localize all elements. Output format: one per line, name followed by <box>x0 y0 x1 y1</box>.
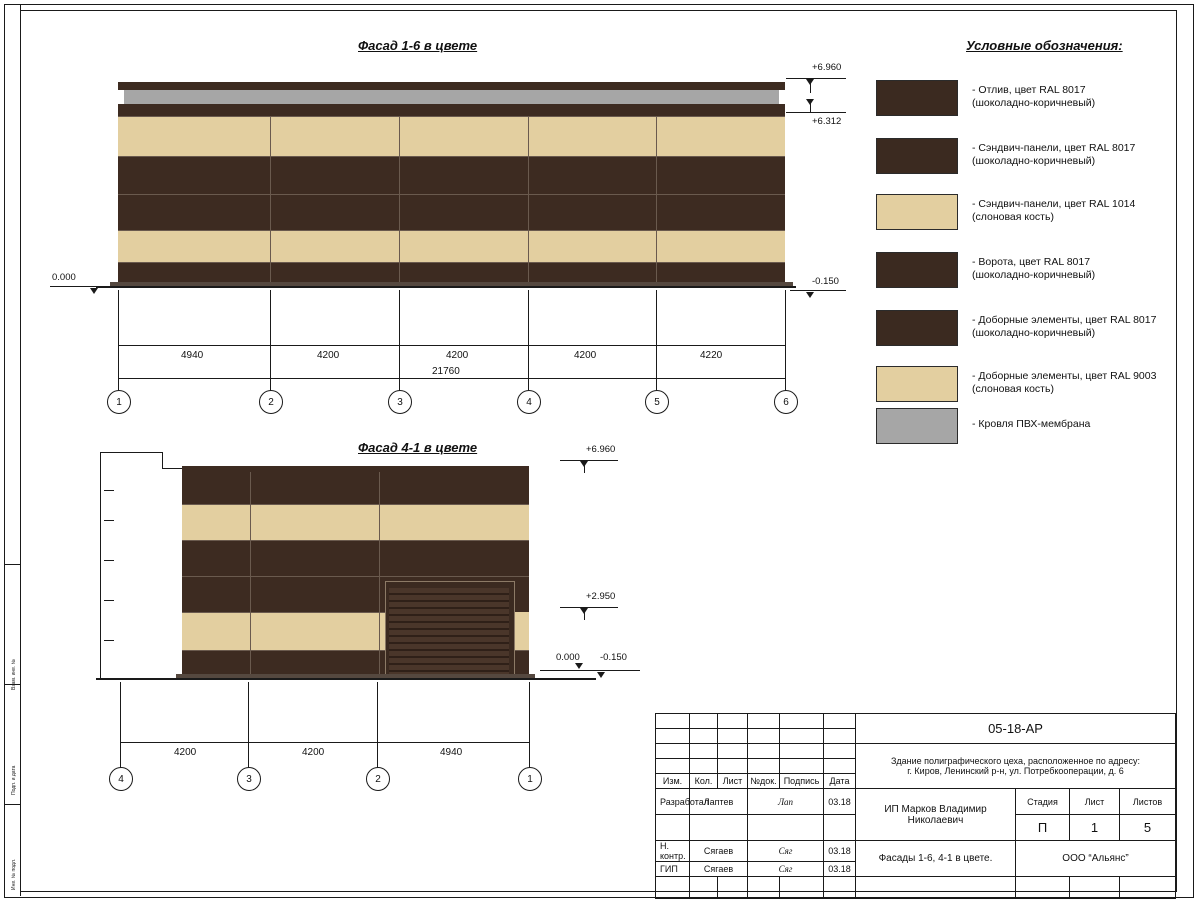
facade1-dim-total: 21760 <box>432 366 460 377</box>
legend-label-4 <box>972 314 1156 340</box>
stamp-object-line1: Здание полиграфического цеха, расположенное по адресу: <box>890 756 1141 766</box>
stamp-name-0: Лаптев <box>690 789 748 815</box>
legend-swatch-6 <box>876 408 958 444</box>
facade2-level-0000: 0.000 <box>556 652 580 663</box>
facade1-level-6312: +6.312 <box>812 116 842 127</box>
facade1-axis-1: 1 <box>107 390 131 414</box>
facade1-dim-4: 4200 <box>574 350 597 361</box>
legend-label-2-line2: (слоновая кость) <box>972 211 1054 223</box>
facade1-dim-3: 4200 <box>446 350 469 361</box>
legend-swatch-5 <box>876 366 958 402</box>
facade2-plinth <box>176 674 535 678</box>
facade2-level-0150: -0.150 <box>600 652 627 663</box>
facade1-level-0000: 0.000 <box>52 272 76 283</box>
facade1-level-0150: -0.150 <box>812 276 839 287</box>
side-label-1: Взам. инв. № <box>11 659 17 690</box>
facade2-dim-1: 4200 <box>174 747 197 758</box>
facade2-title: Фасад 4-1 в цвете <box>358 440 478 455</box>
facade1-plinth <box>110 282 793 286</box>
stamp-sign-1: Сяг <box>748 841 824 862</box>
legend-label-6 <box>972 418 1090 431</box>
stamp-name-2: Сягаев <box>690 862 748 877</box>
facade1-axis-6: 6 <box>774 390 798 414</box>
facade1-axis-4: 4 <box>517 390 541 414</box>
stamp-hdr-data: Дата <box>824 774 856 789</box>
legend-label-5 <box>972 370 1156 396</box>
stamp-sheet-title: Фасады 1-6, 4-1 в цвете. <box>856 841 1016 877</box>
gate-slats <box>389 588 509 676</box>
stamp-hdr-list2: Лист <box>1070 789 1120 815</box>
legend-swatch-1 <box>876 138 958 174</box>
facade1-axis-3: 3 <box>388 390 412 414</box>
facade2-ground-line <box>96 678 596 680</box>
facade1-dim-1: 4940 <box>181 350 204 361</box>
stamp-code: 05-18-АР <box>856 714 1176 744</box>
stamp-hdr-listov: Листов <box>1120 789 1176 815</box>
legend-label-3 <box>972 256 1095 282</box>
facade2-dim-3: 4940 <box>440 747 463 758</box>
legend-label-4-line2: (шоколадно-коричневый) <box>972 327 1096 339</box>
side-label-2: Подп. и дата <box>11 765 17 795</box>
stamp-stage: П <box>1016 815 1070 841</box>
legend-label-0-line1: - Отлив, цвет RAL 8017 <box>972 84 1086 96</box>
facade2-level-6960: +6.960 <box>586 444 616 455</box>
legend-label-2 <box>972 198 1135 224</box>
stamp-role-2: ГИП <box>656 862 690 877</box>
facade1-building <box>118 82 785 282</box>
roof-membrane-strip <box>124 90 779 104</box>
legend-label-4-line1: - Доборные элементы, цвет RAL 8017 <box>972 314 1157 326</box>
stamp-role-1: Н. контр. <box>656 841 690 862</box>
facade2-level-2950: +2.950 <box>586 591 616 602</box>
facade2-building <box>182 466 529 678</box>
legend-label-5-line1: - Доборные элементы, цвет RAL 9003 <box>972 370 1157 382</box>
legend-swatch-3 <box>876 252 958 288</box>
stamp-sign-2: Сяг <box>748 862 824 877</box>
stamp-hdr-list: Лист <box>718 774 748 789</box>
legend-label-0-line2: (шоколадно-коричневый) <box>972 97 1096 109</box>
legend-label-1-line1: - Сэндвич-панели, цвет RAL 8017 <box>972 142 1136 154</box>
facade2-axis-4: 4 <box>109 767 133 791</box>
stamp-date-1: 03.18 <box>824 841 856 862</box>
facade1-dim-2: 4200 <box>317 350 340 361</box>
legend-label-1 <box>972 142 1135 168</box>
left-margin-strip <box>4 4 21 896</box>
legend-label-3-line2: (шоколадно-коричневый) <box>972 269 1096 281</box>
stamp-hdr-podpis: Подпись <box>780 774 824 789</box>
facade1-level-6960: +6.960 <box>812 62 842 73</box>
facade2-axis-2: 2 <box>366 767 390 791</box>
legend-label-2-line1: - Сэндвич-панели, цвет RAL 1014 <box>972 198 1136 210</box>
stamp-name-1: Сягаев <box>690 841 748 862</box>
facade1-ground-line <box>96 286 796 288</box>
legend-title: Условные обозначения: <box>966 38 1123 53</box>
legend-swatch-2 <box>876 194 958 230</box>
stamp-sheets-total: 5 <box>1120 815 1176 841</box>
facade1-axis-2: 2 <box>259 390 283 414</box>
title-block <box>655 713 1175 885</box>
legend-label-1-line2: (шоколадно-коричневый) <box>972 155 1096 167</box>
stamp-hdr-kol: Кол. <box>690 774 718 789</box>
stamp-hdr-stadia: Стадия <box>1016 789 1070 815</box>
facade1-axis-5: 5 <box>645 390 669 414</box>
stamp-date-0: 03.18 <box>824 789 856 815</box>
stamp-hdr-izm: Изм. <box>656 774 690 789</box>
facade2-axis-3: 3 <box>237 767 261 791</box>
stamp-object <box>856 744 1176 789</box>
stamp-date-2: 03.18 <box>824 862 856 877</box>
legend-label-0 <box>972 84 1095 110</box>
stamp-object-line2: г. Киров, Ленинский р-н, ул. Потребкооперации, д. 6 <box>907 766 1124 776</box>
stamp-customer: ИП Марков Владимир Николаевич <box>856 789 1016 841</box>
side-label-3: Инв. № подл. <box>11 858 17 890</box>
legend-label-6-line1: - Кровля ПВХ-мембрана <box>972 418 1091 430</box>
stamp-role-0: Разработал <box>656 789 690 815</box>
facade2-axis-1: 1 <box>518 767 542 791</box>
facade1-title: Фасад 1-6 в цвете <box>358 38 478 53</box>
legend-label-3-line1: - Ворота, цвет RAL 8017 <box>972 256 1091 268</box>
facade2-dim-2: 4200 <box>302 747 325 758</box>
legend-label-5-line2: (слоновая кость) <box>972 383 1054 395</box>
facade1-dim-5: 4220 <box>700 350 723 361</box>
stamp-hdr-ndok: №док. <box>748 774 780 789</box>
legend-swatch-4 <box>876 310 958 346</box>
stamp-sign-0: Лап <box>748 789 824 815</box>
stamp-company: ООО “Альянс” <box>1016 841 1176 877</box>
stamp-sheet-no: 1 <box>1070 815 1120 841</box>
legend-swatch-0 <box>876 80 958 116</box>
